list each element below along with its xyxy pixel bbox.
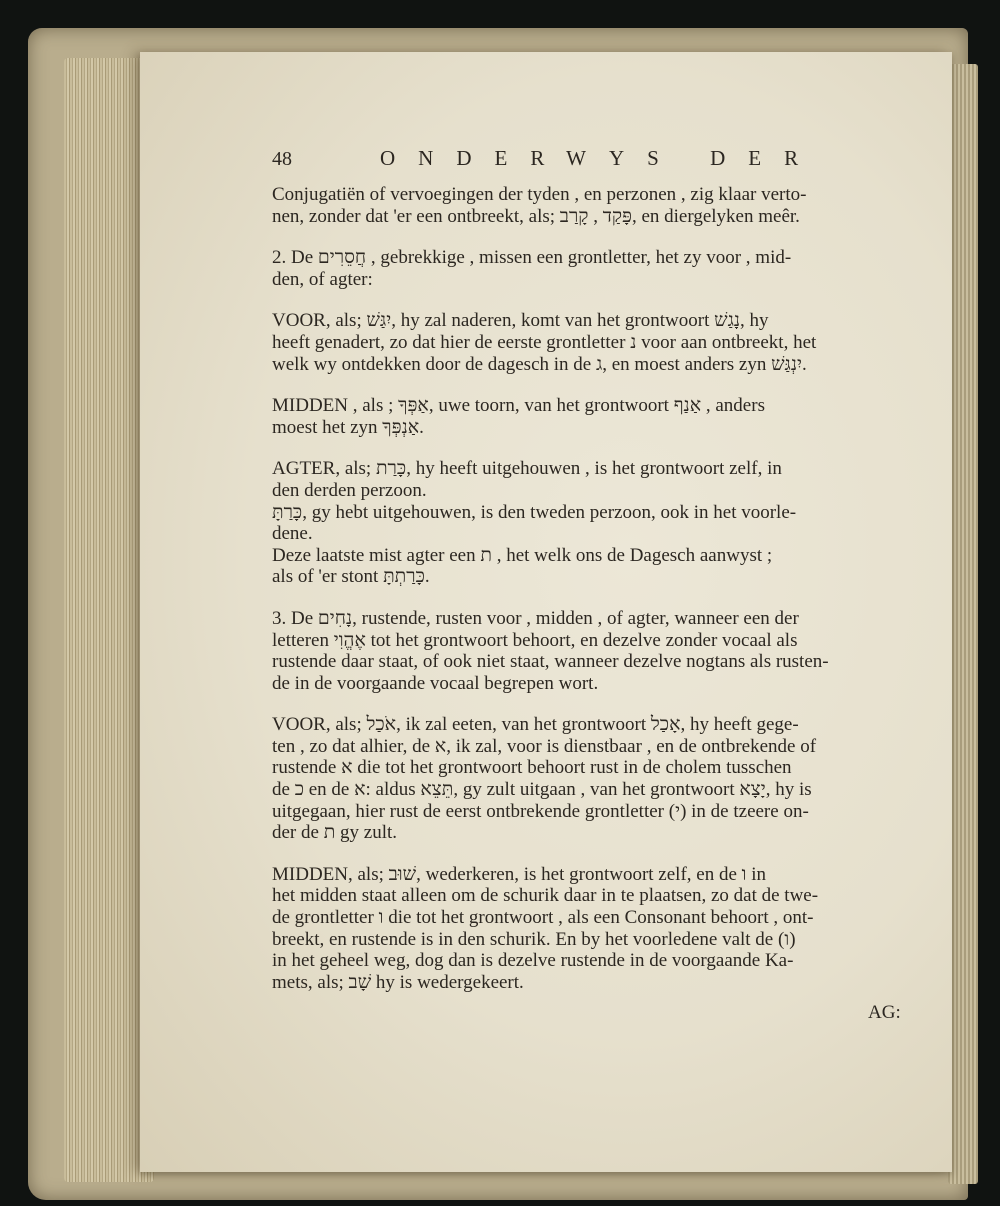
running-title: ONDERWYS DER bbox=[380, 146, 822, 170]
paragraph-gap bbox=[272, 588, 920, 608]
page-text bbox=[272, 148, 920, 993]
text-line: der de ת gy zult. bbox=[272, 822, 398, 844]
text-line: כָּרַתָּ, gy hebt uitgehouwen, is den tweden perzoon, ook in het voorle- bbox=[272, 501, 797, 523]
text-line: dene. bbox=[272, 523, 313, 545]
text-line: den derden perzoon. bbox=[272, 479, 427, 501]
text-line: MIDDEN , als ; אַפְּךָ, uwe toorn, van het grontwoort אַנַף , anders bbox=[272, 395, 765, 417]
text-line: ten , zo dat alhier, de א, ik zal, voor is dienstbaar , en de ontbrekende of bbox=[272, 735, 817, 757]
text-line: de in de voorgaande vocaal begrepen wort. bbox=[272, 672, 599, 694]
text-line: de כ en de א: aldus תֵּצֵא, gy zult uitgaan , van het grontwoort יָצָא, hy is bbox=[272, 779, 812, 801]
running-head bbox=[272, 148, 920, 178]
text-line: Conjugatiën of vervoegingen der tyden , en perzonen , zig klaar verto- bbox=[272, 184, 807, 205]
paragraph-gap bbox=[272, 438, 920, 458]
text-line: als of 'er stont כָּרַתְתָּ. bbox=[272, 566, 430, 588]
text-line: MIDDEN, als; שׁוּב, wederkeren, is het grontwoort zelf, en de ו in bbox=[272, 863, 767, 885]
paragraph-gap bbox=[272, 375, 920, 395]
text-line: Deze laatste mist agter een ת , het welk ons de Dagesch aanwyst ; bbox=[272, 544, 773, 566]
text-line: moest het zyn אַנְפְּךָ. bbox=[272, 416, 424, 438]
text-line: 2. De חֲסֵרִים , gebrekkige , missen een grontletter, het zy voor , mid- bbox=[272, 247, 792, 269]
catchword: AG: bbox=[868, 1002, 901, 1023]
text-line: VOOR, als; יִגַּשׁ, hy zal naderen, komt van het grontwoort נָגַשׁ, hy bbox=[272, 310, 769, 332]
text-line: de grontletter ו die tot het grontwoort , als een Consonant behoort , ont- bbox=[272, 907, 814, 929]
text-line: AGTER, als; כָּרַת, hy heeft uitgehouwen , is het grontwoort zelf, in bbox=[272, 458, 782, 480]
page-number: 48 bbox=[272, 148, 292, 170]
paragraph-gap bbox=[272, 694, 920, 714]
text-line: heeft genadert, zo dat hier de eerste grontletter נ voor aan ontbreekt, het bbox=[272, 331, 817, 353]
text-line: 3. De נָחִים, rustende, rusten voor , midden , of agter, wanneer een der bbox=[272, 607, 799, 629]
text-line: den, of agter: bbox=[272, 268, 373, 290]
text-line: letteren אֶהֱוִי tot het grontwoort behoort, en dezelve zonder vocaal als bbox=[272, 629, 798, 651]
text-line: nen, zonder dat 'er een ontbreekt, als; פָּקַד , קָרַב, en diergelyken meêr. bbox=[272, 205, 800, 227]
paragraph-gap bbox=[272, 290, 920, 310]
paragraph-gap bbox=[272, 227, 920, 247]
text-line: rustende daar staat, of ook niet staat, wanneer dezelve nogtans als rusten- bbox=[272, 651, 829, 673]
text-lines bbox=[272, 184, 920, 993]
text-line: in het geheel weg, dog dan is dezelve rustende in de voorgaande Ka- bbox=[272, 950, 794, 972]
text-line: rustende א die tot het grontwoort behoort rust in de cholem tusschen bbox=[272, 757, 792, 779]
page-edges-right bbox=[948, 64, 978, 1184]
text-line: het midden staat alleen om de schurik daar in te plaatsen, zo dat de twe- bbox=[272, 885, 819, 907]
text-line: VOOR, als; אֹכַל, ik zal eeten, van het grontwoort אָכַל, hy heeft gege- bbox=[272, 714, 799, 736]
paragraph-gap bbox=[272, 844, 920, 864]
text-line: uitgegaan, hier rust de eerst ontbrekende grontletter (י) in de tzeere on- bbox=[272, 800, 809, 822]
text-line: breekt, en rustende is in den schurik. En by het voorledene valt de (ו) bbox=[272, 928, 796, 950]
text-line: mets, als; שָׁב hy is wedergekeert. bbox=[272, 971, 524, 993]
text-line: welk wy ontdekken door de dagesch in de ג, en moest anders zyn יִנְגַּשׁ. bbox=[272, 353, 807, 375]
